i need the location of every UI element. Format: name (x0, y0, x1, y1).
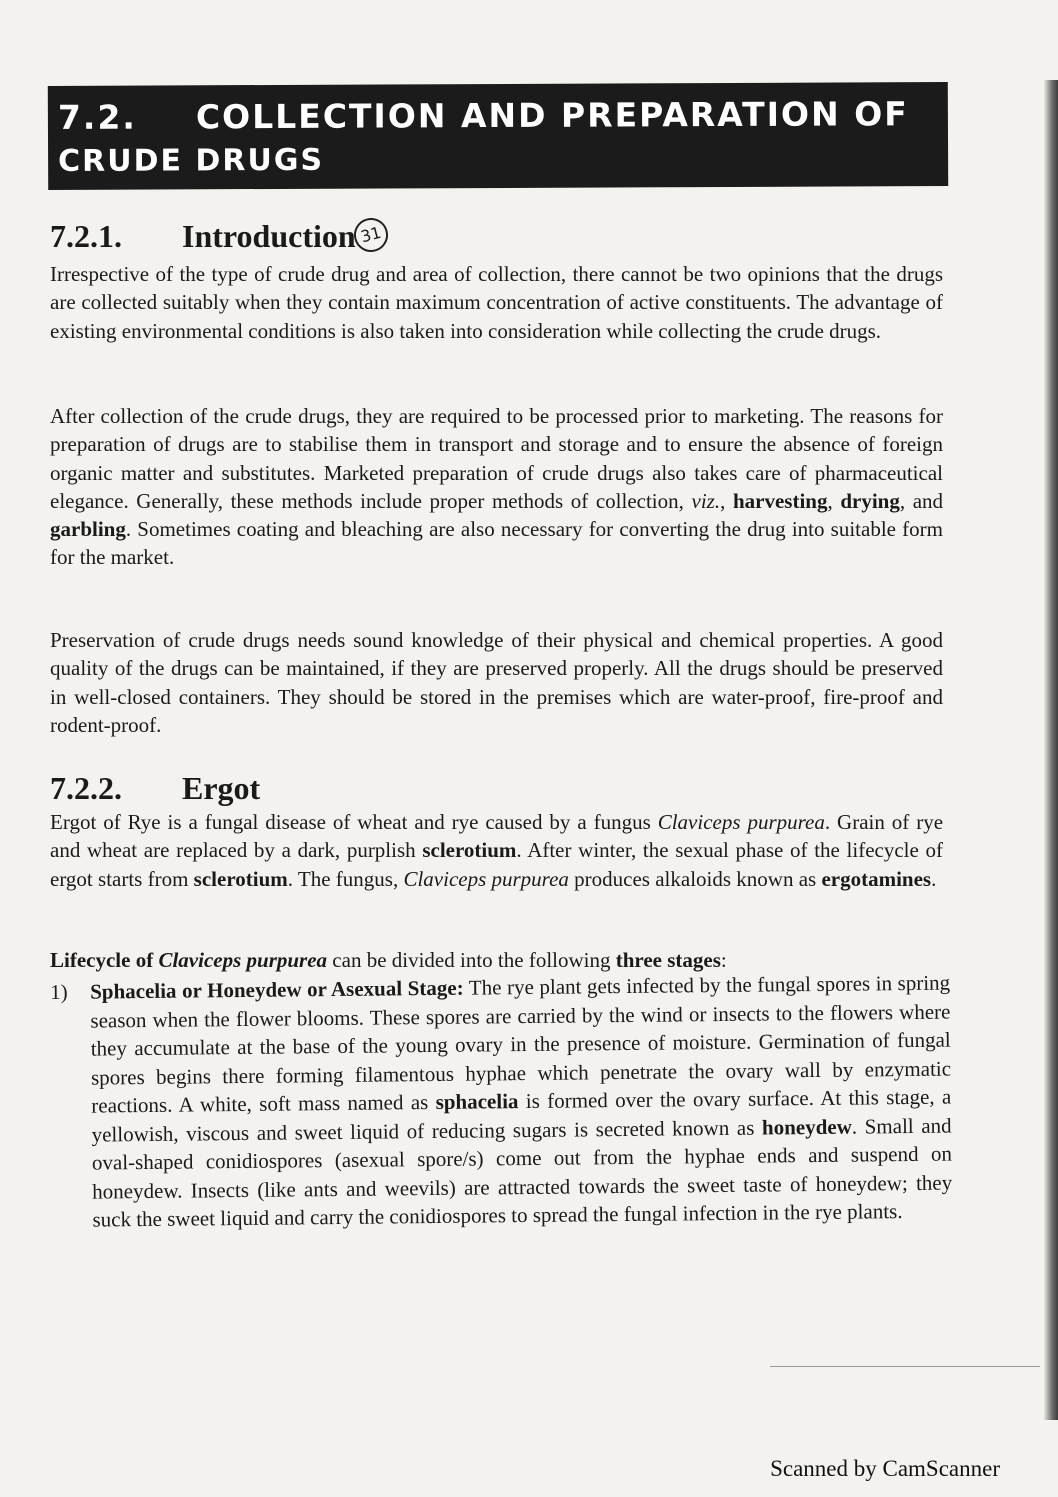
term-sphacelia: sphacelia (435, 1089, 519, 1114)
term-honeydew: honeydew (761, 1114, 852, 1140)
section-heading-ergot (50, 770, 260, 807)
chapter-title-text: COLLECTION AND PREPARATION OF (195, 94, 909, 137)
chapter-title-line2: CRUDE DRUGS (58, 142, 325, 179)
section-number: 7.2.1. (50, 218, 122, 254)
chapter-number: 7.2. (57, 97, 137, 137)
intro-paragraph-2: After collection of the crude drugs, they are required to be processed prior to marketing. The reasons for preparation of drugs are to stabilise them in transport and storage and to ensure the absence of foreign organic matter and substitutes. Marketed preparation of crude drugs also takes care of pharmaceutical elegance. Generally, these methods include proper methods of collection, viz., harvesting, drying, and garbling. Sometimes coating and bleaching are also necessary for converting the drug into suitable form for the market. (50, 404, 944, 570)
term-ergotamines: ergotamines (821, 866, 932, 891)
term-sclerotium: sclerotium (193, 866, 288, 891)
lifecycle-list (50, 969, 953, 1235)
intro-paragraph-1: Irrespective of the type of crude drug and area of collection, there cannot be two opinions that the drugs are collected suitably when they contain maximum concentration of active constituents. The advantage of existing environmental conditions is also taken into consideration while collecting the crude drugs. (50, 262, 943, 343)
list-item (50, 969, 953, 1235)
scanner-watermark: Scanned by CamScanner (770, 1456, 1000, 1481)
species-name: Claviceps purpurea (158, 948, 328, 972)
species-name: Claviceps purpurea (403, 866, 569, 891)
ergot-paragraph: Ergot of Rye is a fungal disease of wheat and rye caused by a fungus Claviceps purpurea. Grain of rye and wheat are replaced by a dark, purplish sclerotium. After winter, the sexual phase of the lifecycle of ergot starts from sclerotium. The fungus, Claviceps purpurea produces alkaloids known as ergotamines. (50, 810, 944, 891)
section-title: Introduction (182, 218, 356, 254)
term-sclerotium: sclerotium (422, 838, 517, 863)
section-title: Ergot (182, 770, 261, 806)
list-item-body: Sphacelia or Honeydew or Asexual Stage: The rye plant gets infected by the fungal spores in spring season when the flower blooms. These spores are carried by the wind or insects to the flowers where they accumulate at the base of the young ovary in the presence of moisture. Germination of fungal spores begins there forming filamentous hyphae which penetrate the ovary wall by enzymatic reactions. A white, soft mass named as sphacelia is formed over the ovary surface. At this stage, a yellowish, viscous and sweet liquid of reducing sugars is secreted known as honeydew. Small and oval-shaped conidiospores (asexual spore/s) come out from the hyphae ends and suspend on honeydew. Insects (like ants and weevils) are attracted towards the sweet taste of honeydew; they suck the sweet liquid and carry the conidiospores to spread the fungal infection in the rye plants. (90, 970, 953, 1232)
chapter-title-banner (48, 82, 948, 190)
section-heading-introduction (50, 218, 388, 255)
term-garbling: garbling (50, 517, 126, 542)
divider (770, 1366, 1040, 1367)
stage-heading: Sphacelia or Honeydew or Asexual Stage: (90, 975, 464, 1004)
lifecycle-intro: Lifecycle of Claviceps purpurea can be divided into the following three stages: (50, 948, 727, 972)
chapter-title-line1 (58, 94, 909, 137)
term-harvesting: harvesting (732, 488, 828, 513)
term-three-stages: three stages (615, 948, 721, 972)
page-edge-shadow (1044, 80, 1058, 1420)
list-marker: 1) (50, 979, 68, 1004)
term-drying: drying (840, 488, 900, 513)
intro-paragraph-3: Preservation of crude drugs needs sound knowledge of their physical and chemical properties. A good quality of the drugs can be maintained, if they are preserved properly. All the drugs should be preserved in well-closed containers. They should be stored in the premises which are water-proof, fire-proof and rodent-proof. (50, 628, 943, 737)
section-number: 7.2.2. (50, 770, 122, 806)
handwritten-page-annotation: 31 (350, 214, 392, 256)
species-name: Claviceps purpurea (657, 810, 825, 834)
viz-abbrev: viz. (691, 488, 721, 513)
